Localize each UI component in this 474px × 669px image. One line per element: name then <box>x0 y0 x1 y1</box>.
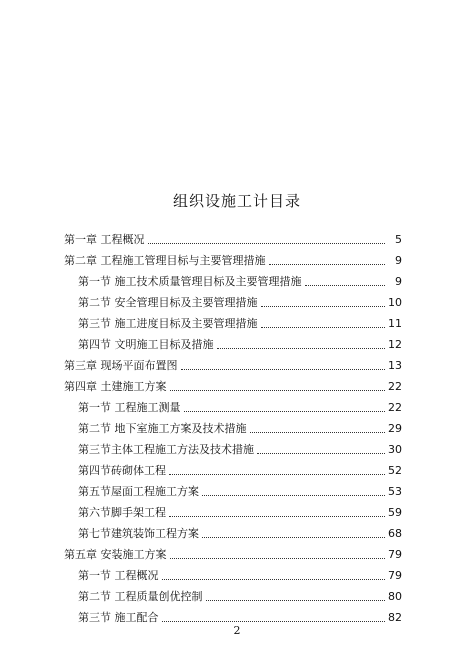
toc-entry-label: 第六节脚手架工程 <box>78 506 166 519</box>
leader-dots <box>162 621 386 622</box>
toc-entry[interactable] <box>78 295 402 311</box>
toc-entry[interactable] <box>78 526 402 542</box>
toc-entry[interactable] <box>78 337 402 353</box>
toc-entry-label: 第二章 工程施工管理目标与主要管理措施 <box>64 254 266 267</box>
toc-entry-page: 5 <box>395 233 402 246</box>
leader-dots <box>181 369 386 370</box>
toc-entry[interactable] <box>64 547 402 563</box>
leader-dots <box>170 390 386 391</box>
leader-dots <box>170 558 386 559</box>
toc-entry-page: 80 <box>388 590 402 603</box>
leader-dots <box>162 579 386 580</box>
toc-entry-page: 11 <box>388 317 402 330</box>
leader-dots <box>148 243 386 244</box>
toc-entry-label: 第一节 工程施工测量 <box>78 401 181 414</box>
leader-dots <box>269 264 386 265</box>
leader-dots <box>206 600 386 601</box>
toc-entry[interactable] <box>78 421 402 437</box>
toc-entry-page: 29 <box>388 422 402 435</box>
leader-dots <box>184 411 386 412</box>
toc-entry[interactable] <box>78 568 402 584</box>
toc-entry-page: 22 <box>388 380 402 393</box>
leader-dots <box>261 327 386 328</box>
toc-entry-page: 53 <box>388 485 402 498</box>
toc-entry-label: 第五章 安装施工方案 <box>64 548 167 561</box>
toc-entry-label: 第四节 文明施工目标及措施 <box>78 338 214 351</box>
toc-entry[interactable] <box>78 400 402 416</box>
toc-entry-label: 第三节 施工进度目标及主要管理措施 <box>78 317 258 330</box>
leader-dots <box>250 432 386 433</box>
toc-entry[interactable] <box>78 589 402 605</box>
toc-entry[interactable] <box>78 463 402 479</box>
toc-entry-label: 第一节 施工技术质量管理目标及主要管理措施 <box>78 275 302 288</box>
toc-entry[interactable] <box>64 232 402 248</box>
leader-dots <box>305 285 386 286</box>
page-title: 组织设施工计目录 <box>172 192 301 210</box>
toc-entry-label: 第二节 地下室施工方案及技术措施 <box>78 422 247 435</box>
leader-dots <box>261 306 386 307</box>
leader-dots <box>202 537 385 538</box>
toc-entry-label: 第三章 现场平面布置图 <box>64 359 178 372</box>
toc-entry-label: 第二节 工程质量创优控制 <box>78 590 203 603</box>
toc-entry-label: 第七节建筑装饰工程方案 <box>78 527 199 540</box>
toc-entry-label: 第一章 工程概况 <box>64 233 145 246</box>
toc-entry[interactable] <box>64 253 402 269</box>
toc-entry-label: 第三节 施工配合 <box>78 611 159 624</box>
toc-entry-page: 10 <box>388 296 402 309</box>
toc-entry[interactable] <box>78 442 402 458</box>
toc-entry-label: 第二节 安全管理目标及主要管理措施 <box>78 296 258 309</box>
toc-entry-label: 第四章 土建施工方案 <box>64 380 167 393</box>
toc-entry-page: 12 <box>388 338 402 351</box>
toc-entry-label: 第五节屋面工程施工方案 <box>78 485 199 498</box>
toc-entry[interactable] <box>64 358 402 374</box>
toc-entry-page: 82 <box>388 611 402 624</box>
page-number: 2 <box>233 624 241 637</box>
toc-entry-page: 68 <box>388 527 402 540</box>
leader-dots <box>169 516 385 517</box>
toc-entry-label: 第一节 工程概况 <box>78 569 159 582</box>
toc-entry-page: 9 <box>395 254 402 267</box>
toc-entry-page: 52 <box>388 464 402 477</box>
toc-entry-label: 第四节砖砌体工程 <box>78 464 166 477</box>
toc-entry[interactable] <box>78 274 402 290</box>
toc-entry-page: 59 <box>388 506 402 519</box>
leader-dots <box>217 348 386 349</box>
toc-entry[interactable] <box>78 484 402 500</box>
toc-entry[interactable] <box>78 316 402 332</box>
toc-entry[interactable] <box>64 379 402 395</box>
leader-dots <box>169 474 385 475</box>
toc-entry-label: 第三节主体工程施工方法及技术措施 <box>78 443 254 456</box>
toc-entry-page: 22 <box>388 401 402 414</box>
toc-entry[interactable] <box>78 505 402 521</box>
toc-entry-page: 13 <box>388 359 402 372</box>
toc-entry-page: 79 <box>388 569 402 582</box>
toc-entry-page: 9 <box>395 275 402 288</box>
toc-entry-page: 79 <box>388 548 402 561</box>
leader-dots <box>202 495 385 496</box>
toc-entry-page: 30 <box>388 443 402 456</box>
leader-dots <box>257 453 385 454</box>
